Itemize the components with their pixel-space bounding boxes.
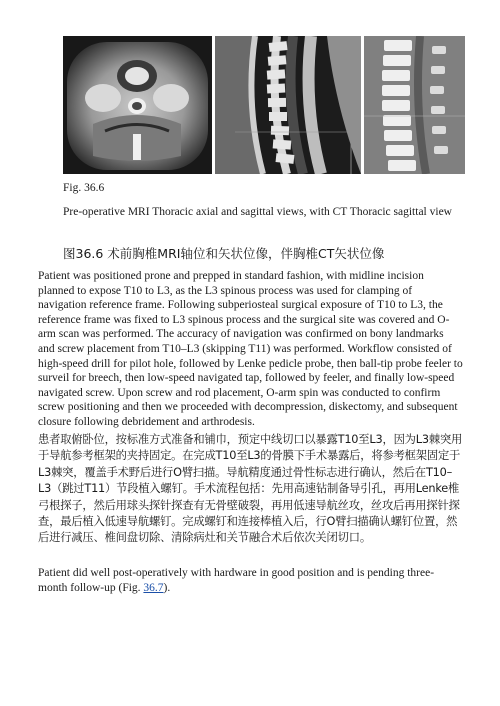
figure-label: Fig. 36.6 <box>63 182 105 194</box>
figure-caption-english: Pre-operative MRI Thoracic axial and sagittal views, with CT Thoracic sagittal view <box>63 206 452 218</box>
body-paragraph-followup <box>38 566 463 595</box>
mri-sagittal-image <box>215 36 361 174</box>
followup-text: Patient did well post-operatively with hardware in good position and is pending three-month follow-up (Fig. <box>38 567 435 594</box>
body-paragraph-chinese: 患者取俯卧位，按标准方式准备和铺巾，预定中线切口以暴露T10至L3，因为L3棘突用于导航参考框架的夹持固定。在完成T10至L3的骨膜下手术暴露后，将参考框架固定于L3棘突，覆盖手术野后进行O臂扫描。导航精度通过骨性标志进行确认，然后在T10–L3（跳过T11）节段植入螺钉。手术流程包括：先用高速钻制备导引孔，再用Lenke椎弓根探子，然后用球头探针探查有无骨壁破裂，再用低速导航丝攻，丝攻后再用探针探查，最后植入低速导航螺钉。完成螺钉和连接棒植入后，行O臂扫描确认螺钉位置，然后进行减压、椎间盘切除、清除病灶和关节融合术后依次关闭切口。 <box>38 433 463 545</box>
figure-caption-chinese: 图36.6 术前胸椎MRI轴位和矢状位像，伴胸椎CT矢状位像 <box>63 246 385 261</box>
ct-sagittal-image <box>364 36 465 174</box>
body-paragraph-english: Patient was positioned prone and prepped in standard fashion, with midline incision planned to expose T10 to L3, as the L3 spinous process was used for clamping of navigation reference frame. Following subperiosteal surgical exposure of T10 to L3, the reference frame was fixed to L3 spinous process and the surgical site was covered and O-arm scan was performed. The accuracy of navigation was confirmed on bony landmarks and screw placement from T10–L3 (skipping T11) was performed. Workflow consisted of high-speed drill for pilot hole, followed by Lenke pedicle probe, then ball-tip probe feeler to surveil for breech, then low-speed navigated tap, followed by feeler, and finally low-speed navigated screw. Upon screw and rod placement, O-arm spin was conducted to confirm screw positioning and then we proceeded with decompression, diskectomy, and subsequent closure following debridement and arthrodesis. <box>38 270 463 428</box>
mri-axial-image <box>63 36 212 174</box>
followup-text-end: ). <box>163 581 171 594</box>
figure-36-6 <box>63 36 465 174</box>
figure-36-7-link[interactable]: 36.7 <box>143 581 164 594</box>
